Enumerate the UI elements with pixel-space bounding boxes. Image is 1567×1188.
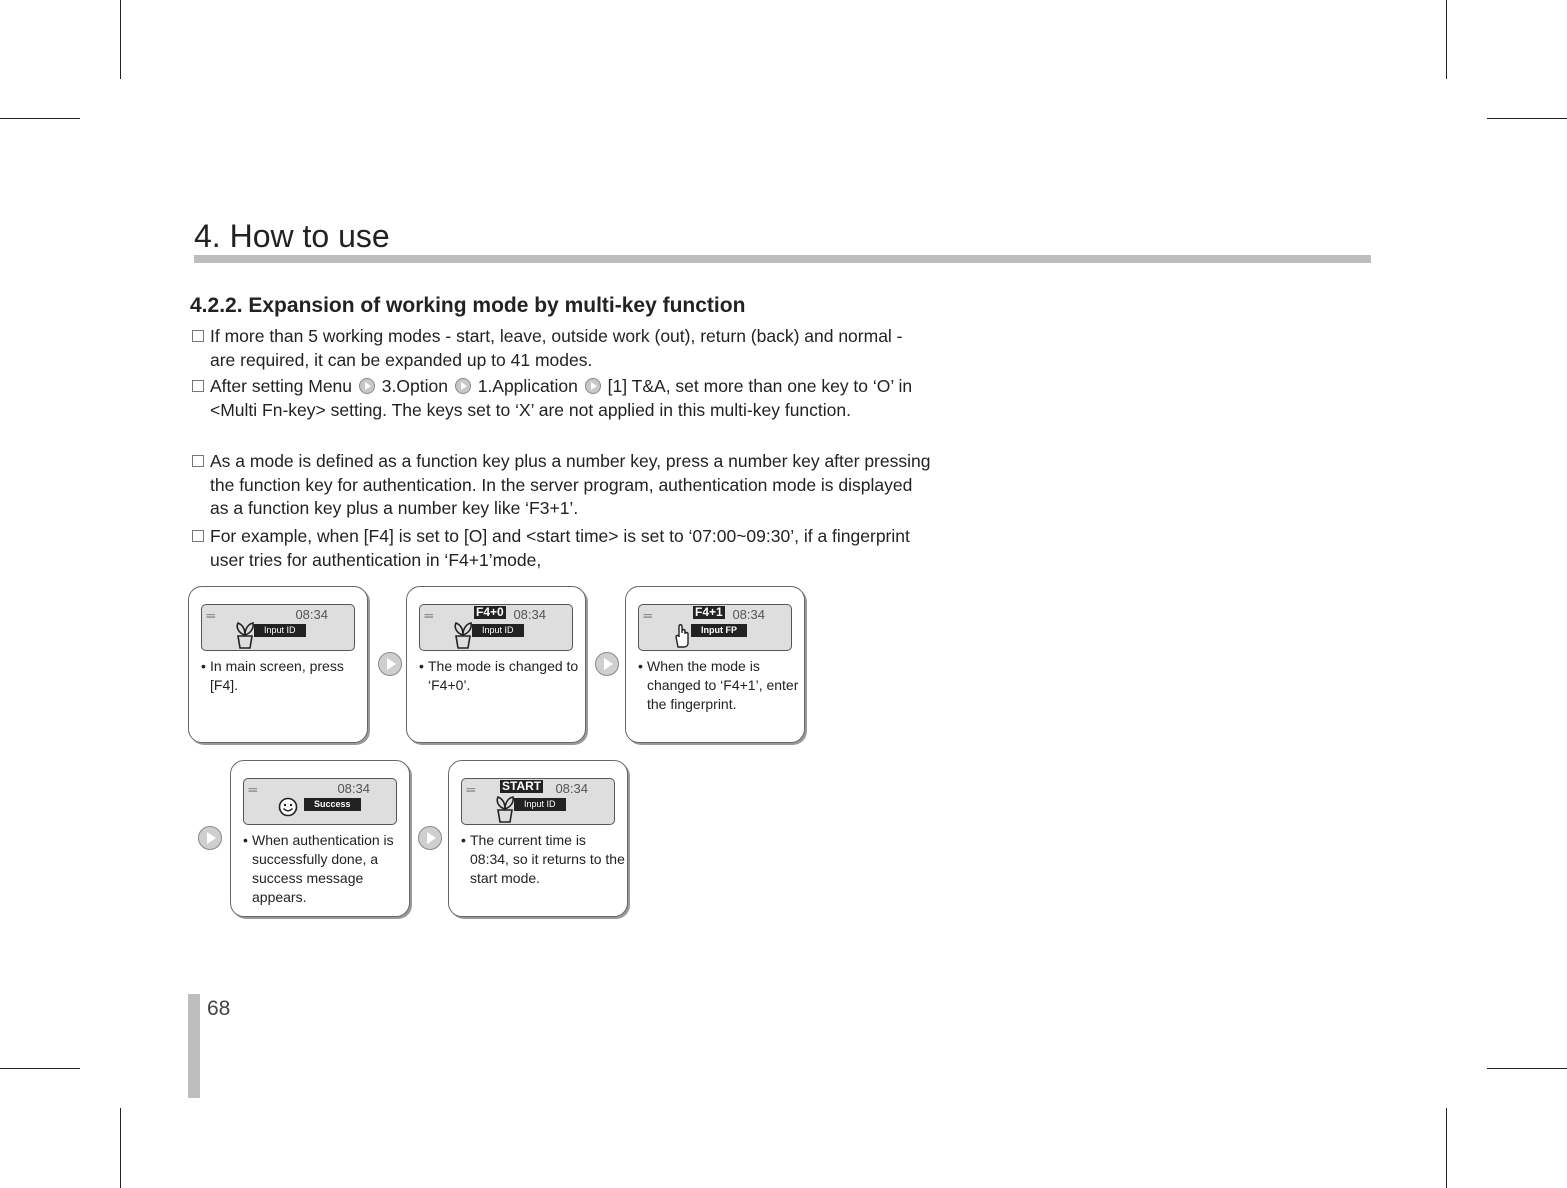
step-card-2 — [406, 586, 586, 743]
paragraph-2 — [192, 375, 932, 422]
prompt-label: Success — [304, 798, 361, 811]
device-screen — [419, 604, 573, 651]
caption-text: When authentication is successfully done, a success message appears. — [252, 832, 394, 905]
prompt-label: Input ID — [472, 624, 524, 637]
paragraph-1 — [192, 325, 932, 372]
mode-tag: F4+1 — [695, 605, 723, 619]
clock-time: 08:34 — [337, 781, 370, 796]
smiley-face-icon — [278, 797, 298, 817]
paragraph-text: If more than 5 working modes - start, leave, outside work (out), return (back) and normal - are required, it can be expanded up to 41 modes. — [210, 326, 903, 370]
section-title: 4.2.2. Expansion of working mode by multi-key function — [190, 294, 746, 317]
page-number: 68 — [207, 997, 231, 1020]
caption-text: When the mode is changed to ‘F4+1’, enter the fingerprint. — [647, 658, 799, 712]
bullet: • — [638, 658, 643, 674]
crop-mark — [0, 1068, 80, 1069]
checkbox-bullet-icon — [192, 455, 204, 467]
crop-mark — [1446, 1108, 1447, 1188]
device-screen — [461, 778, 615, 825]
clock-time: 08:34 — [295, 607, 328, 622]
signal-icon: ≡≡ — [466, 785, 475, 795]
caption-text: In main screen, press [F4]. — [210, 658, 344, 693]
step-caption — [243, 831, 407, 907]
step-card-1 — [188, 586, 368, 743]
paragraph-text — [210, 375, 932, 422]
crop-mark — [1487, 1068, 1567, 1069]
signal-icon: ≡≡ — [643, 611, 652, 621]
menu-path-text: [1] T&A, set more than one key to ‘O’ in <Multi Fn-key> setting. The keys set to ‘X’ are not applied in this multi-key function. — [210, 376, 913, 420]
step-card-4 — [230, 760, 410, 917]
device-screen — [243, 778, 397, 825]
step-caption — [201, 657, 365, 695]
step-caption — [419, 657, 583, 695]
device-screen — [638, 604, 792, 651]
bullet: • — [461, 832, 466, 848]
step-card-3 — [625, 586, 805, 743]
checkbox-bullet-icon — [192, 330, 204, 342]
bullet: • — [243, 832, 248, 848]
bullet: • — [419, 658, 424, 674]
prompt-label: Input ID — [514, 798, 566, 811]
caption-text: The current time is 08:34, so it returns to the start mode. — [470, 832, 625, 886]
clock-time: 08:34 — [513, 607, 546, 622]
signal-icon: ≡≡ — [248, 785, 257, 795]
page-number-bar — [188, 994, 200, 1098]
title-rule — [194, 255, 1371, 263]
checkbox-bullet-icon — [192, 380, 204, 392]
step-card-5 — [448, 760, 628, 917]
chapter-title: 4. How to use — [194, 218, 390, 254]
mode-tag: START — [502, 779, 542, 793]
menu-path-text: 3.Option — [381, 376, 448, 396]
arrow-right-icon — [359, 378, 375, 394]
flow-arrow-icon — [378, 652, 402, 676]
step-caption — [638, 657, 802, 714]
paragraph-4 — [192, 525, 932, 572]
crop-mark — [1487, 118, 1567, 119]
prompt-label: Input ID — [254, 624, 306, 637]
clock-time: 08:34 — [732, 607, 765, 622]
caption-text: The mode is changed to ‘F4+0’. — [428, 658, 579, 693]
crop-mark — [120, 0, 121, 79]
crop-mark — [0, 118, 80, 119]
bullet: • — [201, 658, 206, 674]
signal-icon: ≡≡ — [424, 611, 433, 621]
prompt-label: Input FP — [691, 624, 747, 637]
step-caption — [461, 831, 625, 888]
crop-mark — [120, 1108, 121, 1188]
arrow-right-icon — [455, 378, 471, 394]
fingerprint-hand-icon — [671, 619, 693, 649]
mode-tag: F4+0 — [476, 605, 504, 619]
plant-icon — [452, 619, 474, 649]
clock-time: 08:34 — [555, 781, 588, 796]
menu-path-text: After setting Menu — [210, 376, 353, 396]
checkbox-bullet-icon — [192, 530, 204, 542]
paragraph-text: As a mode is defined as a function key plus a number key, press a number key after pressing the function key for authentication. In the server program, authentication mode is displayed as a function key plus a number key like ‘F3+1’. — [210, 451, 931, 518]
arrow-right-icon — [585, 378, 601, 394]
device-screen — [201, 604, 355, 651]
flow-arrow-icon — [595, 652, 619, 676]
crop-mark — [1446, 0, 1447, 79]
paragraph-text: For example, when [F4] is set to [O] and <start time> is set to ‘07:00~09:30’, if a fingerprint user tries for authentication in ‘F4+1’mode, — [210, 526, 910, 570]
plant-icon — [234, 619, 256, 649]
signal-icon: ≡≡ — [206, 611, 215, 621]
menu-path-text: 1.Application — [477, 376, 578, 396]
flow-arrow-icon — [418, 826, 442, 850]
plant-icon — [494, 793, 516, 823]
flow-arrow-icon — [198, 826, 222, 850]
paragraph-3 — [192, 450, 932, 521]
